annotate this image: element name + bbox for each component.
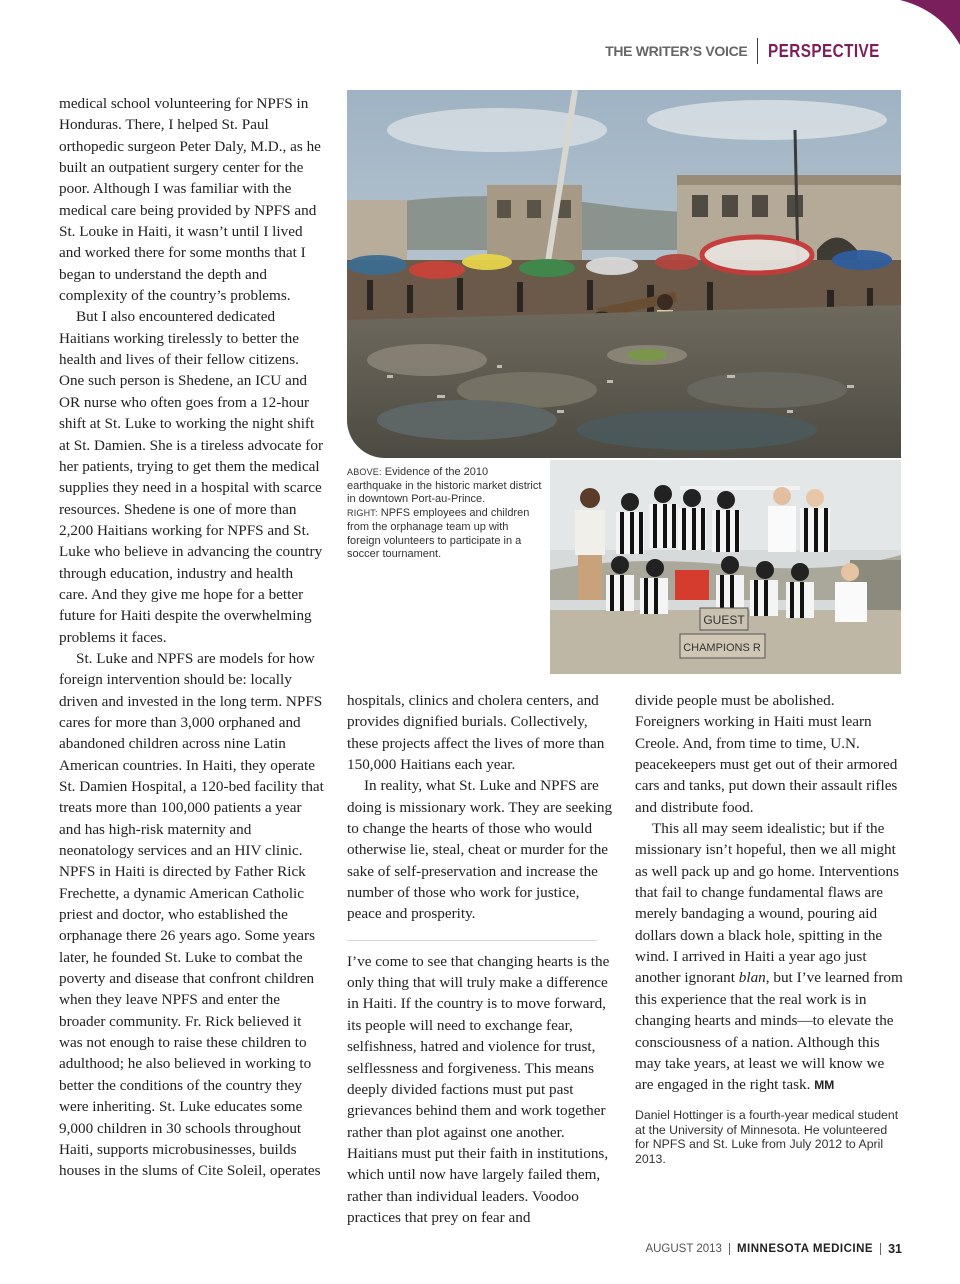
caption-right-text: NPFS employees and children from the orphanage team up with foreign volunteers to participate in a soccer tournament. (347, 507, 530, 561)
corner-accent (900, 0, 960, 60)
market-photo (347, 90, 901, 458)
article-column-1 (59, 93, 324, 1182)
end-mark: MM (814, 1078, 835, 1093)
caption-above-tag: ABOVE: (347, 467, 382, 477)
paragraph (635, 818, 903, 1096)
section-divider (347, 940, 597, 941)
emphasis-word: blan (738, 969, 766, 987)
paragraph-text: , but I’ve learned from this experience that the real work is in changing hearts and minds—to elevate the consciousness of a nation. Although this may take years, at least we will know we are engaged in the right task. (635, 969, 903, 1094)
issue-date: AUGUST 2013 (645, 1243, 722, 1255)
photo-caption (347, 466, 542, 562)
paragraph: I’ve come to see that changing hearts is the only thing that will truly make a difference in Haiti. If the country is to move forward, its people will need to exchange fear, selfishness, hatred and violence for trust, selflessness and forgiveness. This means deeply divided factions must put past grievances behind them and work together rather than plot against one another. Haitians must put their faith in institutions, which until now have largely failed them, rather than individual leaders. Voodoo practices that prey on fear and (347, 952, 610, 1226)
footer-divider (729, 1243, 730, 1255)
footer-divider (880, 1243, 881, 1255)
article-column-3 (635, 690, 903, 1097)
soccer-team-photo (550, 460, 901, 674)
paragraph: St. Luke and NPFS are models for how foreign intervention should be: locally driven and invested in the long term. NPFS cares for more than 3,000 orphaned and abandoned children across nine Latin American countries. In Haiti, they operate St. Damien Hospital, a 120-bed facility that treats more than 100,000 patients a year and has high-risk maternity and neonatology services and an HIV clinic. NPFS in Haiti is directed by Father Rick Frechette, a dynamic American Catholic priest and doctor, who established the orphanage there 26 years ago. Some years later, he founded St. Luke to combat the poverty and disease that confront children when they leave NPFS and enter the broader community. Fr. Rick believed it was not enough to raise these children to adulthood; he also believed in working to better the conditions of the country they were inheriting. St. Luke educates some 9,000 children in 30 schools throughout Haiti, supports microbusinesses, builds houses in the slums of Cite Soleil, operates (59, 649, 324, 1180)
article-column-2 (347, 690, 615, 1228)
paragraph: medical school volunteering for NPFS in Honduras. There, I helped St. Paul orthopedic surgeon Peter Daly, M.D., as he built an outpatient surgery center for the poor. Although I was familiar with the medical care being provided by NPFS and St. Louke in Haiti, it wasn’t until I lived and worked there for some months that I began to understand the depth and complexity of the country’s problems. (59, 95, 321, 305)
caption-right-tag: RIGHT: (347, 508, 378, 519)
author-bio: Daniel Hottinger is a fourth-year medical student at the University of Minnesota. He volunteered for NPFS and St. Luke from July 2012 to April 2013. (635, 1108, 899, 1167)
sign-line-1: GUEST (703, 613, 745, 627)
section-label: THE WRITER’S VOICE (605, 43, 748, 59)
paragraph: In reality, what St. Luke and NPFS are doing is missionary work. They are seeking to change the hearts of those who would otherwise lie, steal, cheat or murder for the sake of self-preservation and increase the number of those who work for justice, peace and prosperity. (347, 777, 613, 923)
paragraph: hospitals, clinics and cholera centers, and provides dignified burials. Collectively, these projects affect the lives of more than 150,000 Haitians each year. (347, 692, 605, 774)
magazine-name: MINNESOTA MEDICINE (736, 1243, 874, 1255)
page-footer (645, 1242, 902, 1256)
paragraph: But I also encountered dedicated Haitians working tirelessly to better the health and lives of their fellow citizens. One such person is Shedene, an ICU and OR nurse who often goes from a 12-hour shift at St. Luke to working the night shift at St. Damien. She is a tireless advocate for her patients, trying to get them the medical supplies they need in a hospital with scarce resources. Shedene is one of more than 2,200 Haitians working for NPFS and St. Luke who believe in advancing the country through education, industry and health care. And they give me hope for a better future for Haiti despite the overwhelming problems it faces. (59, 308, 324, 646)
paragraph-text: This all may seem idealistic; but if the missionary isn’t hopeful, then we all might as well pack up and go home. Interventions that fail to change fundamental flaws are merely bandaging a wound, pouring aid dollars down a black hole, spitting in the wind. I arrived in Haiti a year ago just another ignorant (635, 820, 900, 987)
sign-line-2: CHAMPIONS R (683, 642, 761, 654)
caption-above-text: Evidence of the 2010 earthquake in the historic market district in downtown Port-au-Prince. (347, 466, 542, 506)
page-header (605, 38, 900, 64)
category-label: PERSPECTIVE (768, 40, 881, 61)
page-number: 31 (888, 1242, 902, 1256)
header-divider (757, 38, 758, 64)
paragraph: divide people must be abolished. Foreigners working in Haiti must learn Creole. And, from time to time, U.N. peacekeepers must get out of their armored cars and tanks, put down their assault rifles and distribute food. (635, 692, 898, 816)
